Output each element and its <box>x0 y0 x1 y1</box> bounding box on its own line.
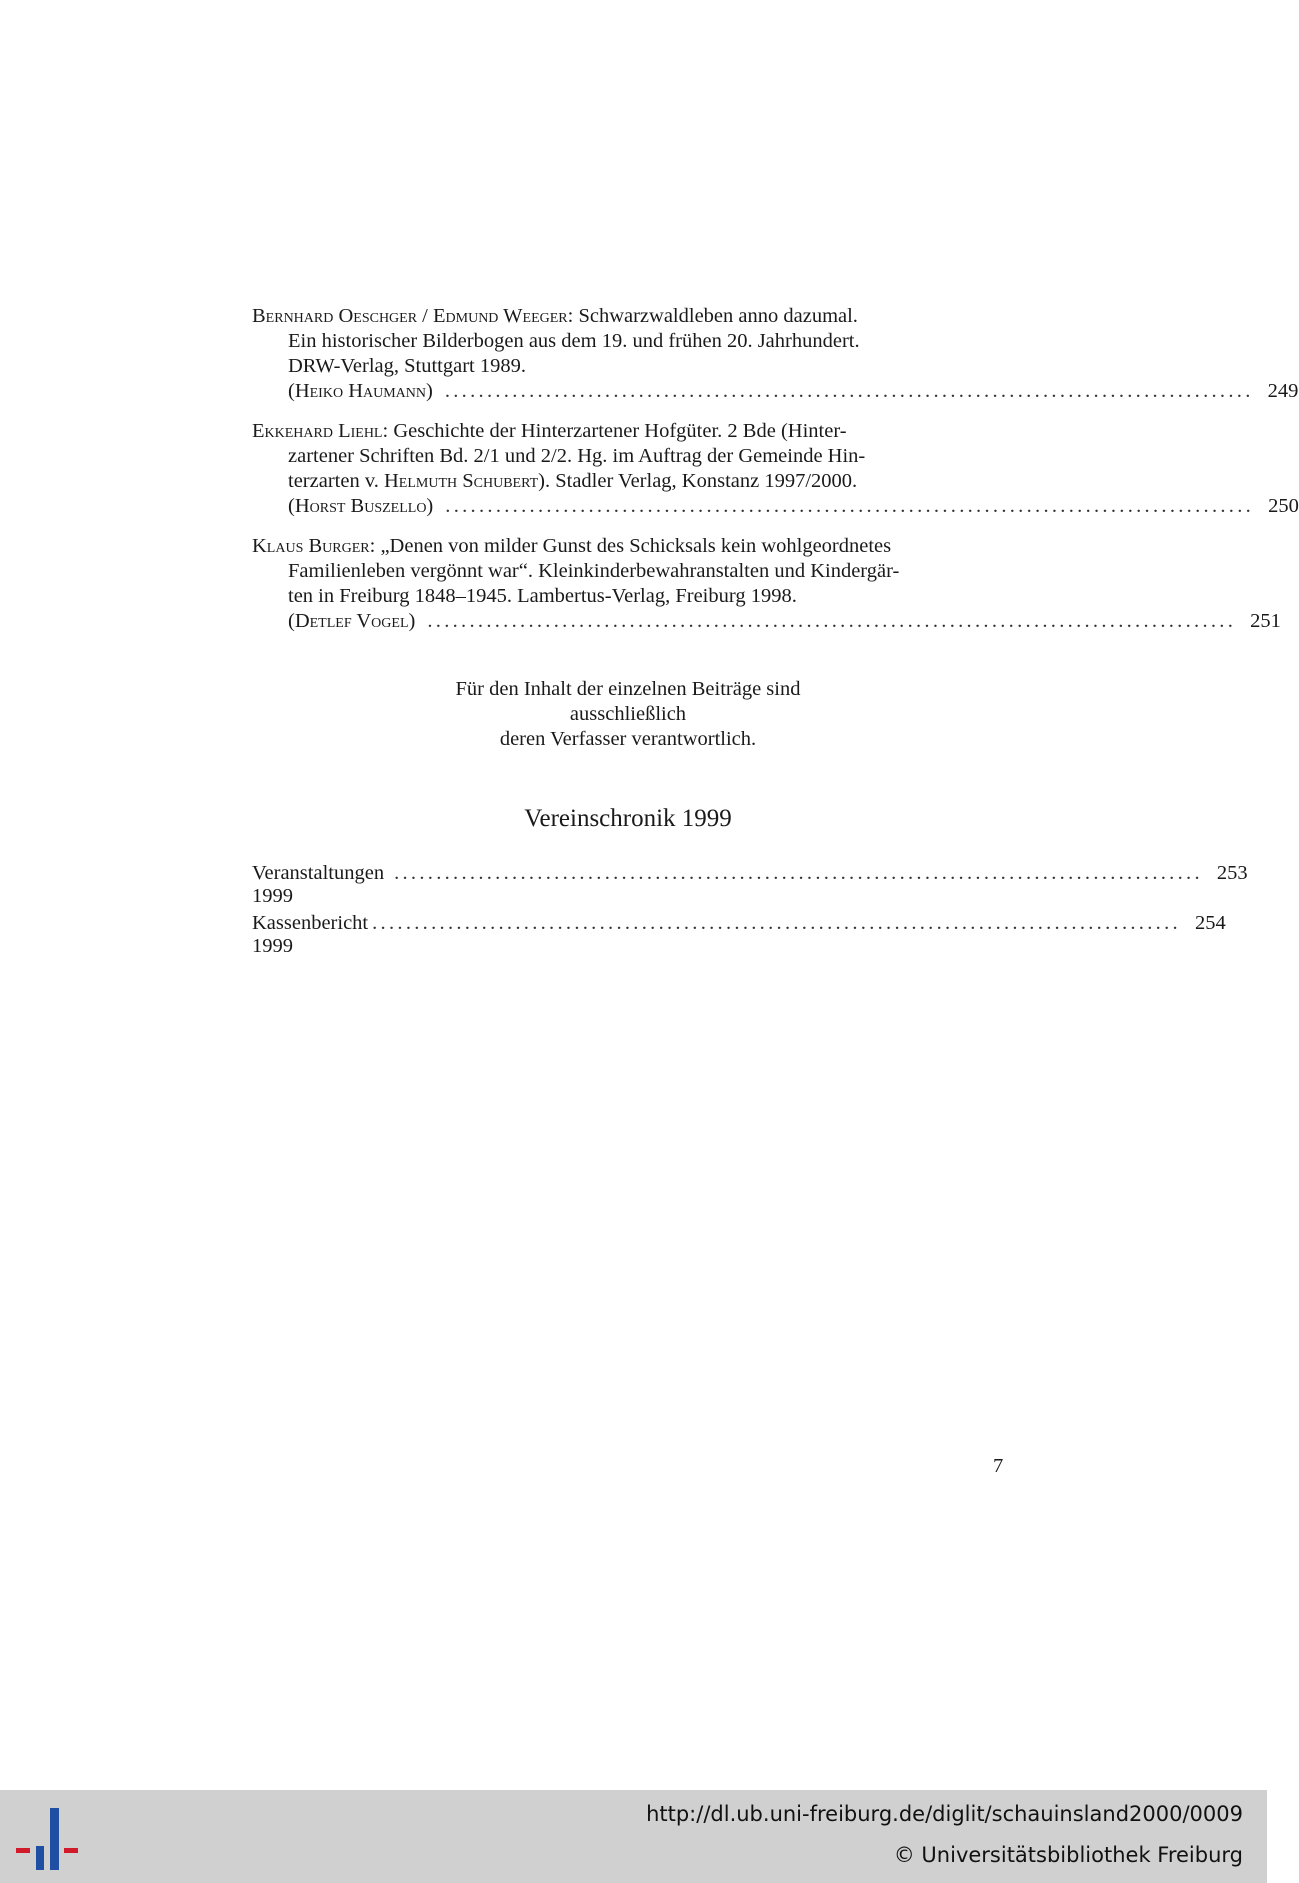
reviewer-line <box>252 494 1299 519</box>
entry-continuation: ten in Freiburg 1848–1945. Lambertus-Verlag, Freiburg 1998. <box>288 585 797 607</box>
reviewer-name: (Horst Buszello) <box>288 495 434 517</box>
page-number: 253 <box>1216 862 1248 884</box>
review-entry <box>252 419 1299 519</box>
entry-continuation <box>252 469 1004 494</box>
entry-continuation: DRW-Verlag, Stuttgart 1989. <box>288 355 527 377</box>
disclaimer-line: ausschließlich <box>569 703 687 725</box>
review-entry <box>252 534 1281 634</box>
entry-author: Klaus Burger <box>252 535 370 557</box>
entry-title: : „Denen von milder Gunst des Schicksals kein wohlgeordnetes <box>369 535 892 557</box>
dot-leader: ................................................................................................ <box>394 862 1203 884</box>
footer-bar <box>0 1790 1267 1883</box>
reviewer-name: (Heiko Haumann) <box>288 380 433 402</box>
permalink-url[interactable]: http://dl.ub.uni-freiburg.de/diglit/schauinsland2000/0009 <box>646 1802 1243 1826</box>
entry-title: : Geschichte der Hinterzartener Hofgüter. 2 Bde (Hinter- <box>382 420 847 442</box>
entry-text: terzarten v. <box>288 470 384 492</box>
toc-label: Kassenbericht 1999 <box>252 912 369 957</box>
reviewer-line <box>252 379 1299 404</box>
entry-author: Bernhard Oeschger / Edmund Weeger <box>252 305 568 327</box>
editor-name: Helmuth Schubert <box>383 470 539 492</box>
reviewer-name: (Detlef Vogel) <box>288 610 416 632</box>
entry-text: ). Stadler Verlag, Konstanz 1997/2000. <box>538 470 858 492</box>
review-list <box>252 304 1299 649</box>
disclaimer <box>252 677 1004 752</box>
folio-page-number: 7 <box>993 1455 1004 1477</box>
disclaimer-line: Für den Inhalt der einzelnen Beiträge sind <box>455 678 801 700</box>
ub-freiburg-logo-icon <box>16 1806 78 1872</box>
dot-leader: ................................................................................................ <box>445 495 1255 517</box>
entry-continuation: Ein historischer Bilderbogen aus dem 19. und frühen 20. Jahrhundert. <box>288 330 860 352</box>
dot-leader: ................................................................................................ <box>372 912 1181 934</box>
reviewer-line <box>252 609 1281 634</box>
toc-label: Veranstaltungen 1999 <box>252 862 385 907</box>
entry-title: : Schwarzwaldleben anno dazumal. <box>567 305 858 327</box>
page-number: 254 <box>1194 912 1226 934</box>
toc-entry <box>252 912 1226 958</box>
section-heading: Vereinschronik 1999 <box>524 805 732 832</box>
copyright-notice: © Universitätsbibliothek Freiburg <box>893 1843 1243 1867</box>
entry-title-line <box>252 419 1004 444</box>
entry-continuation: zartener Schriften Bd. 2/1 und 2/2. Hg. im Auftrag der Gemeinde Hin- <box>288 445 866 467</box>
disclaimer-line: deren Verfasser verantwortlich. <box>499 728 757 750</box>
page-number: 250 <box>1268 495 1299 517</box>
page-number: 251 <box>1250 610 1281 632</box>
entry-continuation: Familienleben vergönnt war“. Kleinkinderbewahranstalten und Kindergär- <box>288 560 900 582</box>
entry-author: Ekkehard Liehl <box>252 420 383 442</box>
toc-entry <box>252 862 1248 908</box>
entry-title-line <box>252 304 1004 329</box>
review-entry <box>252 304 1299 404</box>
dot-leader: ................................................................................................ <box>444 380 1254 402</box>
page-number: 249 <box>1267 380 1299 402</box>
dot-leader: ................................................................................................ <box>427 610 1237 632</box>
entry-title-line <box>252 534 1004 559</box>
